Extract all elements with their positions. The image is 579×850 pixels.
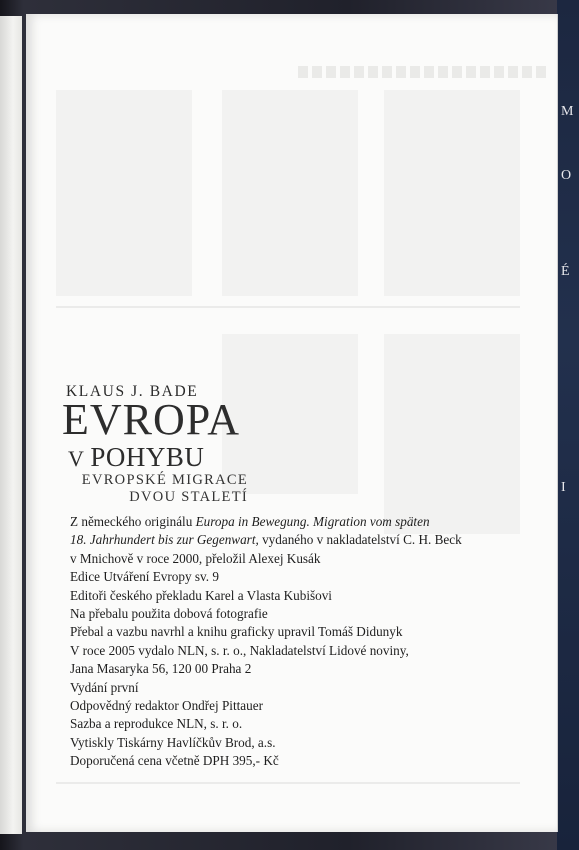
colophon-line: Sazba a reprodukce NLN, s. r. o. (70, 716, 243, 732)
subtitle-line: EVROPSKÉ MIGRACE (81, 472, 248, 488)
colophon-text: Z německého originálu (70, 514, 196, 529)
colophon-line: Jana Masaryka 56, 120 00 Praha 2 (70, 661, 252, 677)
title-preposition: V (68, 446, 85, 471)
cover-letter: É (561, 264, 570, 279)
title-word: POHYBU (90, 442, 205, 472)
author-name: KLAUS J. BADE (66, 383, 199, 400)
colophon-line: Vydání první (70, 679, 139, 695)
colophon-line: V roce 2005 vydalo NLN, s. r. o., Nakladatelství Lidové noviny, (70, 642, 409, 658)
colophon-line: Na přebalu použita dobová fotografie (70, 606, 268, 622)
colophon (70, 513, 540, 771)
book-title-line1: EVROPA (62, 395, 240, 444)
original-title: Europa in Bewegung. Migration vom späten (195, 514, 430, 529)
right-cover-board (557, 0, 579, 850)
colophon-line (70, 513, 540, 531)
colophon-line: v Mnichově v roce 2000, přeložil Alexej Kusák (70, 550, 321, 566)
subtitle-line: DVOU STALETÍ (129, 489, 248, 505)
imprint-page (26, 14, 557, 832)
book-subtitle (66, 472, 248, 506)
colophon-line: Edice Utváření Evropy sv. 9 (70, 569, 219, 585)
cover-letter: O (561, 168, 572, 183)
book-page (26, 14, 557, 832)
original-title: 18. Jahrhundert bis zur Gegenwart, (70, 532, 259, 548)
left-page-edge (0, 16, 22, 834)
colophon-line: Editoři českého překladu Karel a Vlasta Kubišovi (70, 587, 332, 603)
colophon-line (70, 531, 540, 549)
book-title-line2 (68, 444, 204, 471)
colophon-text: vydaného v nakladatelství C. H. Beck (258, 532, 462, 548)
colophon-line: Odpovědný redaktor Ondřej Pittauer (70, 698, 263, 714)
cover-letter: M (561, 104, 574, 119)
cover-letter: I (561, 480, 566, 495)
colophon-line: Vytiskly Tiskárny Havlíčkův Brod, a.s. (70, 734, 276, 750)
colophon-line: Doporučená cena včetně DPH 395,- Kč (70, 753, 279, 769)
colophon-line: Přebal a vazbu navrhl a knihu graficky upravil Tomáš Didunyk (70, 624, 403, 640)
